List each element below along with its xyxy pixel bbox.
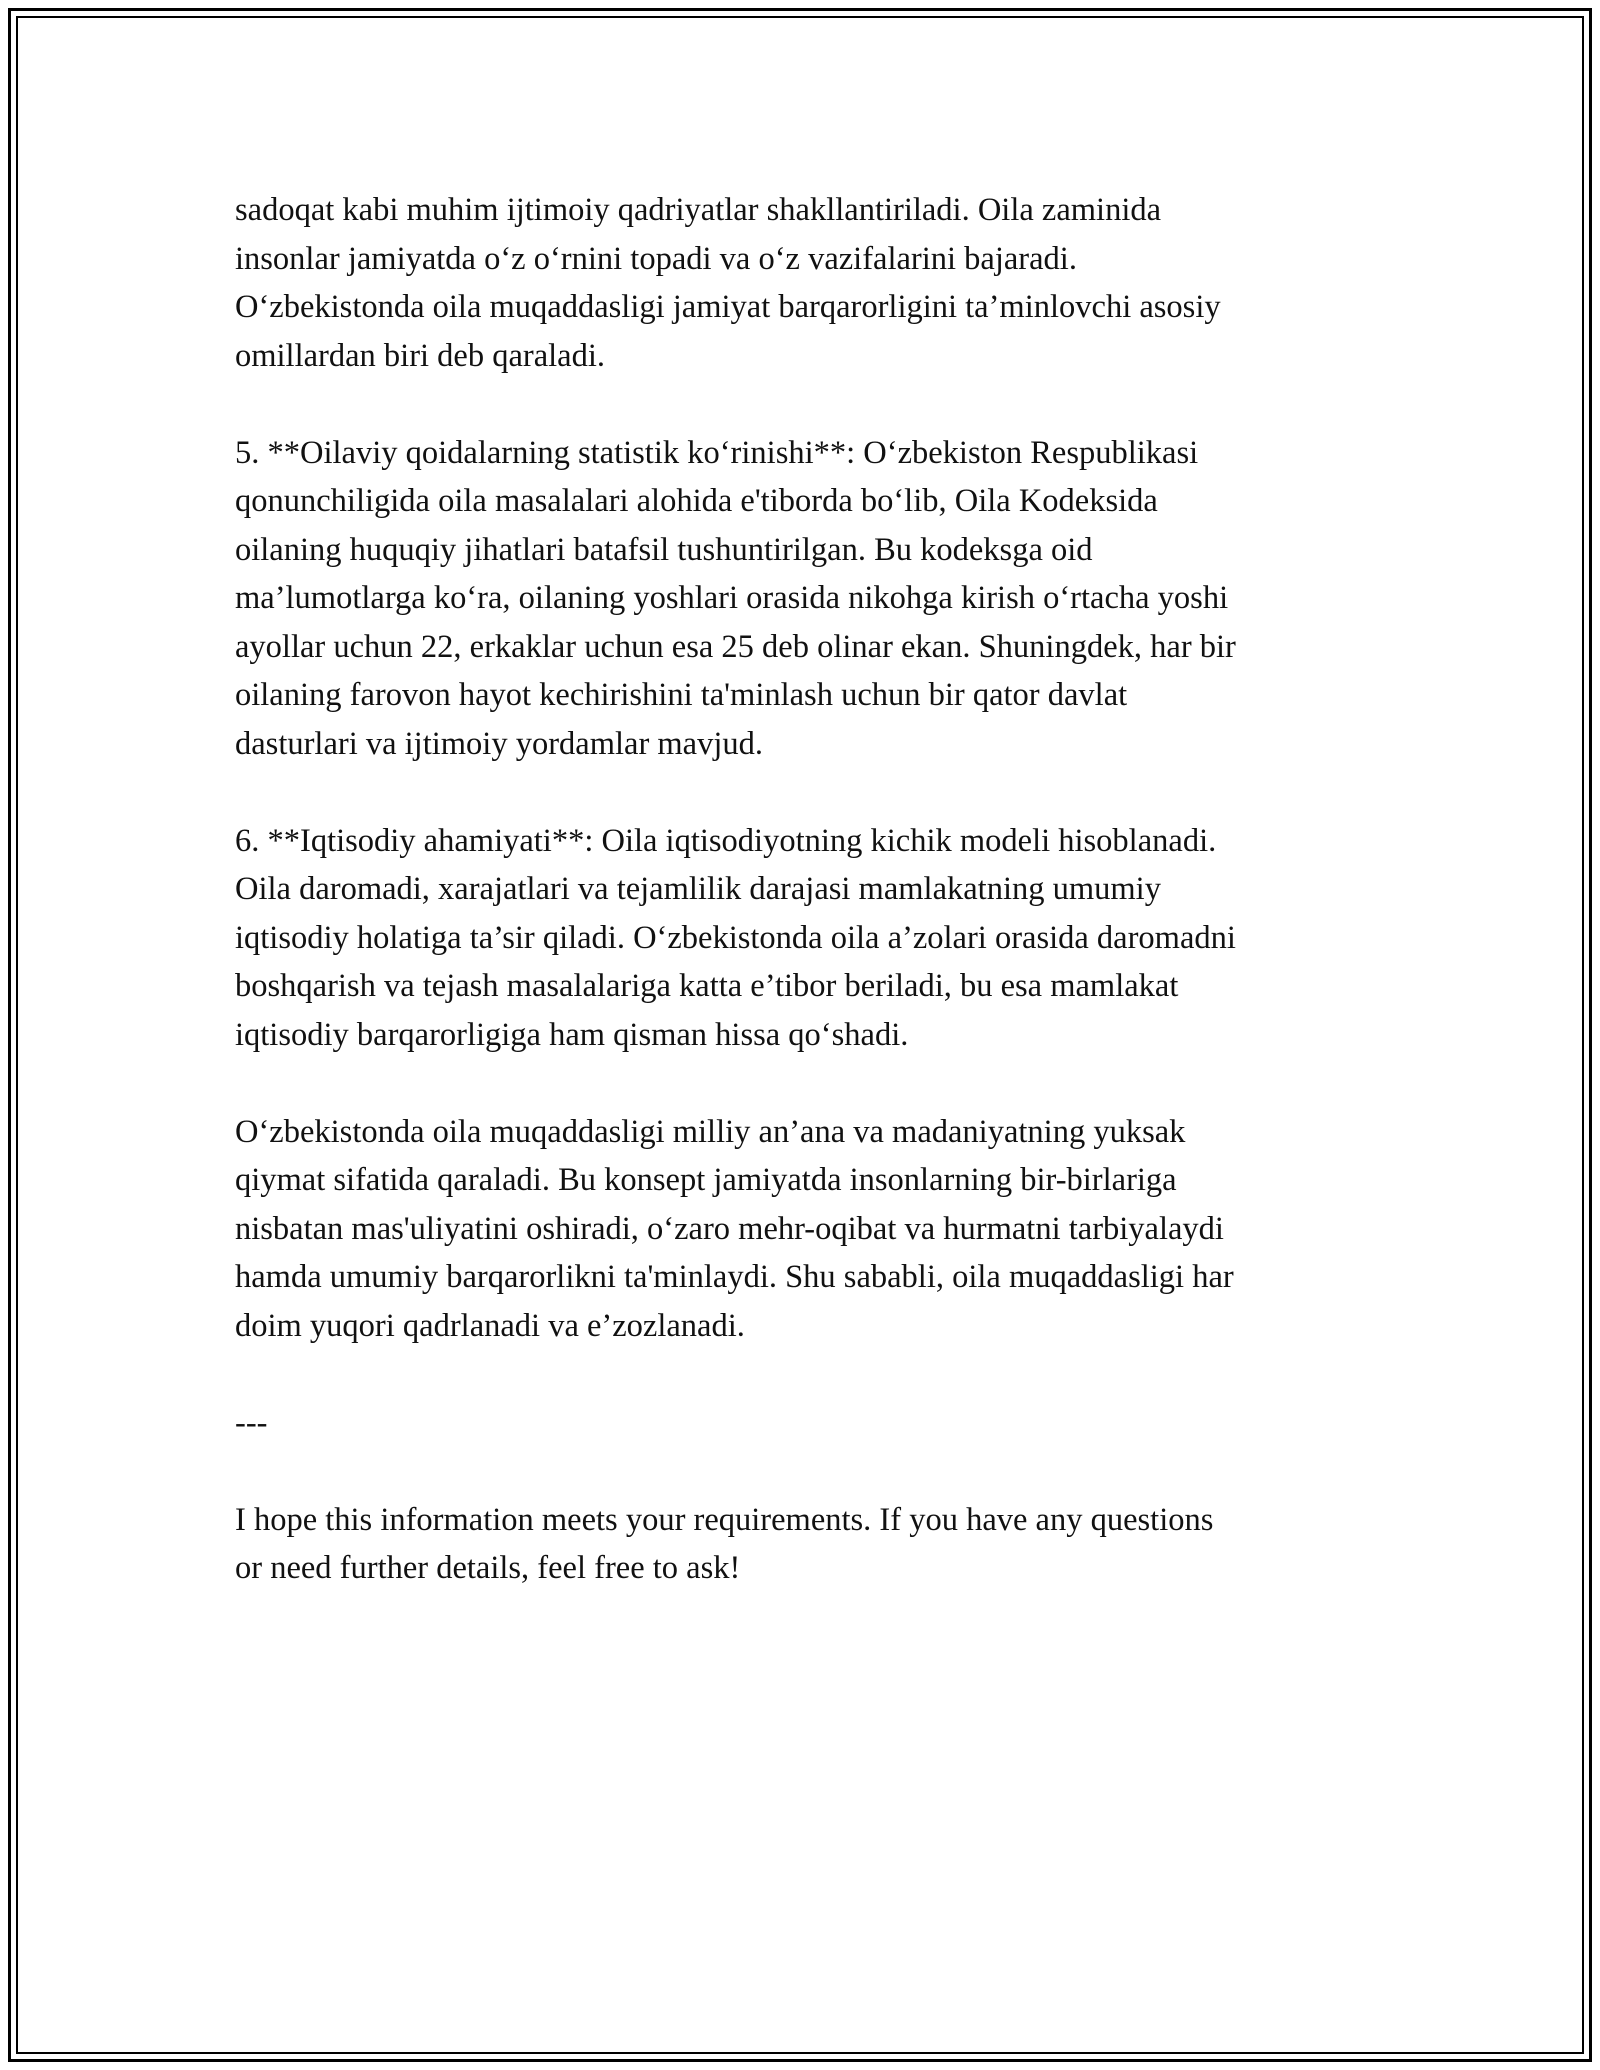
text-line: insonlar jamiyatda o‘z o‘rnini topadi va o‘z vazifalarini bajaradi. bbox=[235, 240, 1077, 277]
text-line: qonunchiligida oila masalalari alohida e'tiborda bo‘lib, Oila Kodeksida bbox=[235, 483, 1158, 519]
text-line: boshqarish va tejash masalalariga katta e’tibor beriladi, bu esa mamlakat bbox=[235, 968, 1179, 1004]
paragraph-conclusion bbox=[235, 1108, 1375, 1351]
paragraph-family-values bbox=[235, 186, 1375, 380]
text-line: 5. **Oilaviy qoidalarning statistik ko‘rinishi**: O‘zbekiston Respublikasi bbox=[235, 434, 1199, 471]
text-line: iqtisodiy barqarorligiga ham qisman hissa qo‘shadi. bbox=[235, 1016, 909, 1053]
text-line: sadoqat kabi muhim ijtimoiy qadriyatlar shakllantiriladi. Oila zaminida bbox=[235, 192, 1162, 228]
text-line: Oila daromadi, xarajatlari va tejamlilik darajasi mamlakatning umumiy bbox=[235, 871, 1161, 907]
text-line: omillardan biri deb qaraladi. bbox=[235, 337, 606, 374]
text-line: or need further details, feel free to ask! bbox=[235, 1550, 741, 1586]
text-line: hamda umumiy barqarorlikni ta'minlaydi. Shu sababli, oila muqaddasligi har bbox=[235, 1259, 1234, 1295]
text-line: ma’lumotlarga ko‘ra, oilaning yoshlari orasida nikohga kirish o‘rtacha yoshi bbox=[235, 580, 1229, 616]
text-line: O‘zbekistonda oila muqaddasligi milliy an’ana va madaniyatning yuksak bbox=[235, 1113, 1186, 1150]
paragraph-item-5-statistics bbox=[235, 429, 1375, 769]
paragraph-closing-note bbox=[235, 1496, 1375, 1593]
text-line: ayollar uchun 22, erkaklar uchun esa 25 deb olinar ekan. Shuningdek, har bir bbox=[235, 628, 1236, 665]
text-line: qiymat sifatida qaraladi. Bu konsept jamiyatda insonlarning bir-birlariga bbox=[235, 1162, 1177, 1198]
text-line: iqtisodiy holatiga ta’sir qiladi. O‘zbekistonda oila a’zolari orasida daromadni bbox=[235, 919, 1236, 956]
text-line: doim yuqori qadrlanadi va e’zozlanadi. bbox=[235, 1307, 745, 1344]
separator bbox=[235, 1399, 1375, 1448]
text-line: O‘zbekistonda oila muqaddasligi jamiyat barqarorligini ta’minlovchi asosiy bbox=[235, 289, 1221, 325]
text-line: I hope this information meets your requirements. If you have any questions bbox=[235, 1501, 1214, 1538]
text-line: 6. **Iqtisodiy ahamiyati**: Oila iqtisodiyotning kichik modeli hisoblanadi. bbox=[235, 822, 1217, 859]
text-line: oilaning farovon hayot kechirishini ta'minlash uchun bir qator davlat bbox=[235, 677, 1128, 713]
text-line: nisbatan mas'uliyatini oshiradi, o‘zaro mehr-oqibat va hurmatni tarbiyalaydi bbox=[235, 1210, 1224, 1247]
document-body bbox=[235, 186, 1375, 1641]
paragraph-item-6-economic bbox=[235, 817, 1375, 1060]
text-line: oilaning huquqiy jihatlari batafsil tushuntirilgan. Bu kodeksga oid bbox=[235, 531, 1093, 568]
separator-line: --- bbox=[235, 1404, 268, 1441]
text-line: dasturlari va ijtimoiy yordamlar mavjud. bbox=[235, 725, 763, 762]
